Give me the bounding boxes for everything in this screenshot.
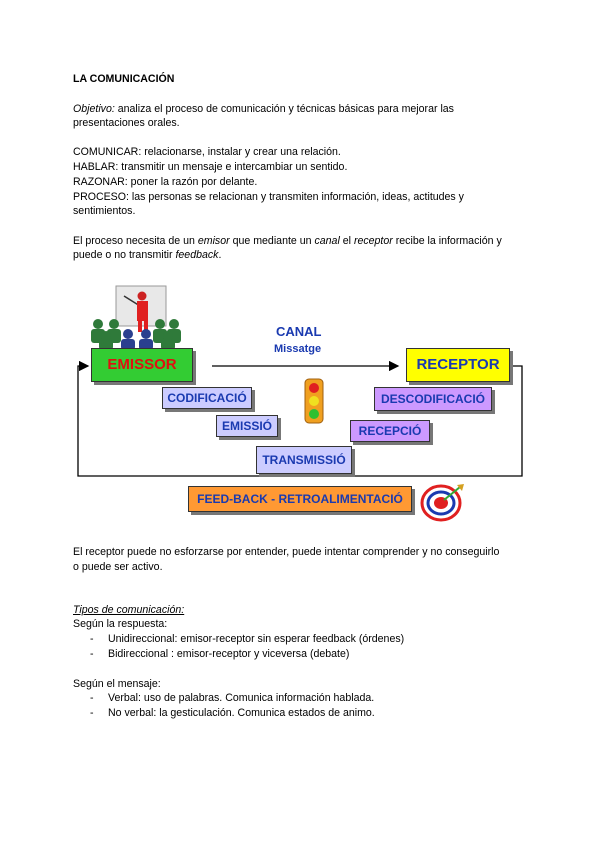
objetivo-line-1 [73,102,454,116]
proceso-line-2 [73,248,221,262]
target-icon [420,482,466,522]
codificacio-box: CODIFICACIÓ [162,387,252,409]
def-line: sentimientos. [73,205,136,217]
def-line: RAZONAR: poner la razón por delante. [73,176,258,188]
objetivo-text: analiza el proceso de comunicación y técnicas básicas para mejorar las [114,103,454,115]
canal-label: CANAL [276,324,322,339]
bullet: - [90,707,94,719]
tipos-heading: Tipos de comunicación: [73,604,185,616]
def-line: HABLAR: transmitir un mensaje e intercambiar un sentido. [73,161,348,173]
list-item: No verbal: la gesticulación. Comunica estados de animo. [108,707,375,719]
def-line: COMUNICAR: relacionarse, instalar y crear una relación. [73,146,341,158]
receptor-para-line: El receptor puede no esforzarse por entender, puede intentar comprender y no conseguirlo [73,546,500,558]
feedback-box: FEED-BACK - RETROALIMENTACIÓ [188,486,412,512]
transmissio-box: TRANSMISSIÓ [256,446,352,474]
feedback-term: feedback [175,249,219,261]
segun-respuesta: Según la respuesta: [73,618,168,630]
receptor-box: RECEPTOR [406,348,510,382]
proceso-text: que mediante un [229,235,315,247]
canal-term: canal [314,235,340,247]
bullet: - [90,692,94,704]
page-title: LA COMUNICACIÓN [73,73,175,85]
list-item: Unidireccional: emisor-receptor sin esperar feedback (órdenes) [108,633,405,645]
segun-mensaje: Según el mensaje: [73,678,161,690]
emissio-box: EMISSIÓ [216,415,278,437]
proceso-line-1 [73,234,502,248]
emisor-term: emisor [197,235,230,247]
receptor-para-line: o puede ser activo. [73,561,163,573]
receptor-term: receptor [353,235,393,247]
proceso-text: el [339,235,354,247]
proceso-text: puede o no transmitir [73,249,176,261]
missatge-label: Missatge [274,343,322,355]
objetivo-label: Objetivo: [73,103,115,115]
list-item: Bidireccional : emisor-receptor y viceversa (debate) [108,648,350,660]
bullet: - [90,633,94,645]
emissor-box: EMISSOR [91,348,193,382]
audience-presenter-icon [88,284,184,350]
proceso-text: . [218,249,222,261]
communication-diagram [0,280,600,530]
objetivo-line-2: presentaciones orales. [73,117,180,129]
proceso-text: recibe la información y [392,235,502,247]
bullet: - [90,648,94,660]
traffic-light-icon [303,378,325,424]
proceso-text: El proceso necesita de un [73,235,198,247]
list-item: Verbal: uso de palabras. Comunica información hablada. [108,692,375,704]
descodificacio-box: DESCODIFICACIÓ [374,387,492,411]
recepcio-box: RECEPCIÓ [350,420,430,442]
def-line: PROCESO: las personas se relacionan y transmiten información, ideas, actitudes y [73,191,464,203]
